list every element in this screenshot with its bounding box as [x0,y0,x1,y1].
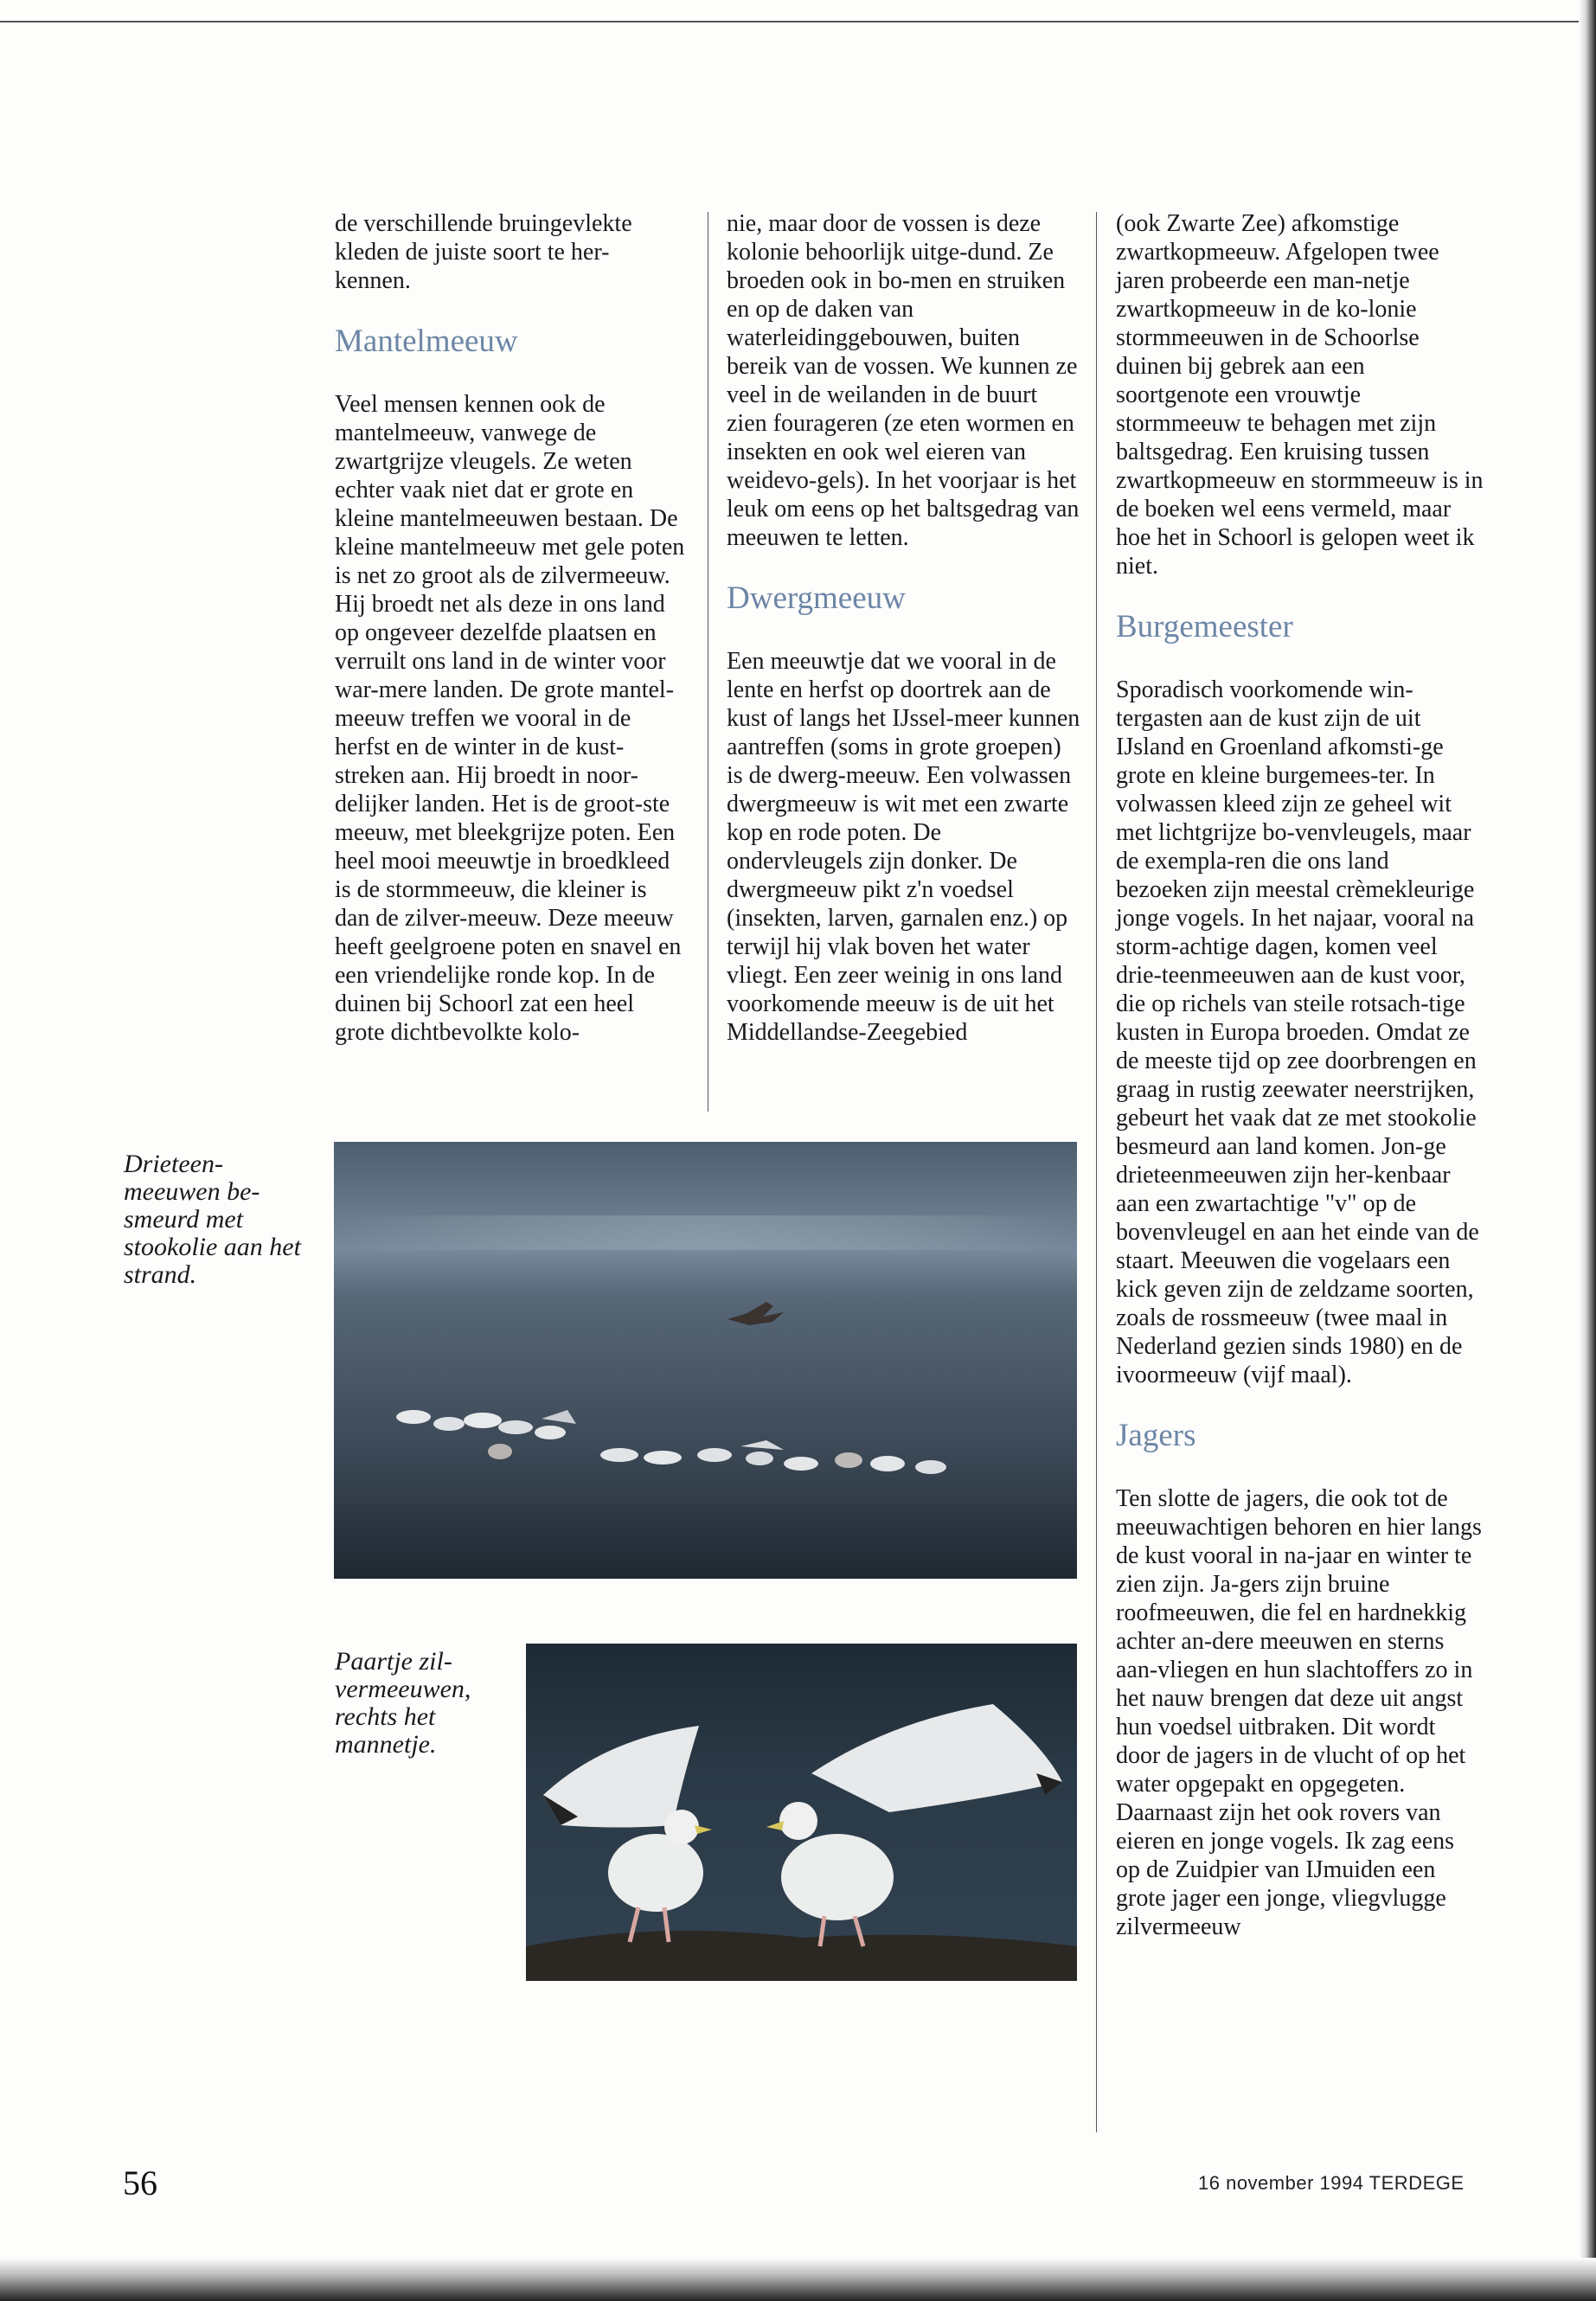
caption-photo-2: Paartje zil-vermeeuwen, rechts het mannetje. [335,1647,471,1759]
text-column-1 [335,209,685,1047]
heading-dwergmeeuw: Dwergmeeuw [727,580,906,616]
photo-kittiwakes-beach [334,1142,1077,1579]
column-1-body: Veel mensen kennen ook de mantelmeeuw, vanwege de zwartgrijze vleugels. Ze weten echter vaak niet dat er grote en kleine mantelmeeuwen bestaan. De kleine mantelmeeuw met gele poten is net zo groot als de zilvermeeuw. Hij broedt net als deze in ons land op ongeveer dezelfde plaatsen en verruilt ons land in de winter voor war-mere landen. De grote mantel-meeuw treffen we vooral in de herfst en de winter in de kust-streken aan. Hij broedt in noor-delijker landen. Het is de groot-ste meeuw, met bleekgrijze poten. Een heel mooi meeuwtje in broedkleed is de stormmeeuw, die kleiner is dan de zilver-meeuw. Deze meeuw heeft geelgroene poten en snavel en een vriendelijke ronde kop. In de duinen bij Schoorl zat een heel grote dichtbevolkte kolo- [335,391,685,1046]
column-1-intro: de verschillende bruingevlekte kleden de juiste soort te her-kennen. [335,210,632,294]
column-divider-2 [1096,212,1097,2132]
top-rule [0,21,1583,22]
heading-burgemeester: Burgemeester [1116,609,1293,644]
column-3-body-burgemeester: Sporadisch voorkomende win-tergasten aan de kust zijn de uit IJsland en Groenland afkomsti-ge grote en kleine burgemees-ter. In volwassen kleed zijn ze geheel wit met lichtgrijze bo-venvleugels, maar de exempla-ren die ons land bezoeken zijn meestal crèmekleurige jonge vogels. In het najaar, vooral na storm-achtige dagen, komen veel drie-teenmeeuwen aan de kust voor, die op richels van steile rotsach-tige kusten in Europa broeden. Omdat ze de meeste tijd op zee doorbrengen en graag in rustig zeewater neerstrijken, gebeurt het vaak dat ze met stookolie besmeurd aan land komen. Jon-ge drieteenmeeuwen zijn her-kenbaar aan een zwartachtige "v" op de bovenvleugel en aan het einde van de staart. Meeuwen die vogelaars een kick geven zijn de zeldzame soorten, zoals de rossmeeuw (twee maal in Nederland gezien sinds 1980) en de ivoormeeuw (vijf maal). [1116,676,1479,1388]
scan-edge-bottom [0,2258,1596,2301]
column-3-body-jagers: Ten slotte de jagers, die ook tot de meeuwachtigen behoren en hier langs de kust vooral in na-jaar en winter te zien zijn. Ja-gers zijn bruine roofmeeuwen, die fel en hardnekkig achter an-dere meeuwen en sterns aan-vliegen en hun slachtoffers zo in het nauw brengen dat deze uit angst hun voedsel uitbraken. Dit wordt door de jagers in de vlucht of op het water opgepakt en opgegeten. Daarnaast zijn het ook rovers van eieren en jonge vogels. Ik zag eens op de Zuidpier van IJmuiden een grote jager een jonge, vliegvlugge zilvermeeuw [1116,1485,1482,1940]
page-number: 56 [123,2163,157,2202]
column-3-intro: (ook Zwarte Zee) afkomstige zwartkopmeeuw. Afgelopen twee jaren probeerde een man-netje zwartkopmeeuw in de ko-lonie stormmeeuwen in de Schoorlse duinen bij gebrek aan een soortgenote een vrouwtje stormmeeuw te behagen met zijn baltsgedrag. Een kruising tussen zwartkopmeeuw en stormmeeuw is in de boeken wel eens vermeld, maar hoe het in Schoorl is gelopen weet ik niet. [1116,210,1484,580]
heading-jagers: Jagers [1116,1418,1196,1453]
photo-herring-gulls-image [526,1644,1077,1981]
caption-photo-1: Drieteen-meeuwen be-smeurd met stookolie aan het strand. [124,1150,301,1289]
photo-herring-gull-pair [526,1644,1077,1981]
photo-kittiwakes-image [334,1142,1077,1579]
heading-mantelmeeuw: Mantelmeeuw [335,324,518,359]
text-column-3 [1116,209,1484,1941]
scan-edge-right [1579,0,1596,2301]
text-column-2 [727,209,1083,1047]
column-2-intro: nie, maar door de vossen is deze kolonie behoorlijk uitge-dund. Ze broeden ook in bo-men en struiken en op de daken van waterleidinggebouwen, buiten bereik van de vossen. We kunnen ze veel in de weilanden in de buurt zien fourageren (ze eten wormen en insekten en ook wel eieren van weidevo-gels). In het voorjaar is het leuk om eens op het baltsgedrag van meeuwen te letten. [727,210,1080,551]
column-2-body: Een meeuwtje dat we vooral in de lente en herfst op doortrek aan de kust of langs het IJssel-meer kunnen aantreffen (soms in grote groepen) is de dwerg-meeuw. Een volwassen dwergmeeuw is wit met een zwarte kop en rode poten. De ondervleugels zijn donker. De dwergmeeuw pikt z'n voedsel (insekten, larven, garnalen enz.) op terwijl hij vlak boven het water vliegt. Een zeer weinig in ons land voorkomende meeuw is de uit het Middellandse-Zeegebied [727,648,1080,1046]
footer-issue-date: 16 november 1994 TERDEGE [1198,2172,1465,2194]
